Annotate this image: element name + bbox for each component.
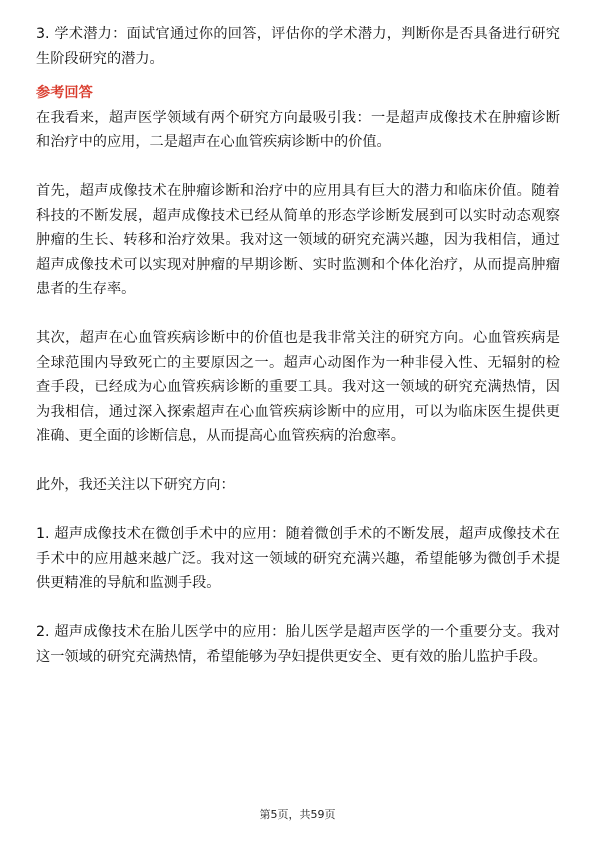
spacer bbox=[36, 302, 560, 327]
also-paragraph: 此外，我还关注以下研究方向： bbox=[36, 477, 235, 493]
second-paragraph: 其次，超声在心血管疾病诊断中的价值也是我非常关注的研究方向。心血管疾病是全球范围内导致死亡的主要原因之一。超声心动图作为一种非侵入性、无辐射的检查手段，已经成为心血管疾病诊断的重要工具。我对这一领域的研究充满热情，因为我相信，通过深入探索超声在心血管疾病诊断中的应用，可以为临床医生提供更准确、更全面的诊断信息，从而提高心血管疾病的治愈率。 bbox=[36, 330, 560, 444]
intro-paragraph: 在我看来，超声医学领域有两个研究方向最吸引我：一是超声成像技术在肿瘤诊断和治疗中的应用，二是超声在心血管疾病诊断中的价值。 bbox=[36, 109, 560, 150]
first-paragraph: 首先，超声成像技术在肿瘤诊断和治疗中的应用具有巨大的潜力和临床价值。随着科技的不断发展，超声成像技术已经从简单的形态学诊断发展到可以实时动态观察肿瘤的生长、转移和治疗效果。我对这一领域的研究充满兴趣，因为我相信，通过超声成像技术可以实现对肿瘤的早期诊断、实时监测和个体化治疗，从而提高肿瘤患者的生存率。 bbox=[36, 183, 560, 297]
list-item-minimally-invasive: 1. 超声成像技术在微创手术中的应用：随着微创手术的不断发展，超声成像技术在手术中的应用越来越广泛。我对这一领域的研究充满兴趣，希望能够为微创手术提供更精准的导航和监测手段。 bbox=[36, 526, 560, 591]
spacer bbox=[36, 498, 560, 523]
page-number-footer: 第5页，共59页 bbox=[259, 808, 336, 821]
list-item-fetal-medicine: 2. 超声成像技术在胎儿医学中的应用：胎儿医学是超声医学的一个重要分支。我对这一领域的研究充满热情，希望能够为孕妇提供更安全、更有效的胎儿监护手段。 bbox=[36, 624, 560, 665]
document-body bbox=[36, 22, 560, 669]
spacer bbox=[36, 155, 560, 180]
reference-answer-heading: 参考回答 bbox=[36, 85, 93, 101]
spacer bbox=[36, 449, 560, 474]
spacer bbox=[36, 71, 560, 81]
spacer bbox=[36, 596, 560, 621]
academic-potential-paragraph: 3. 学术潜力：面试官通过你的回答，评估你的学术潜力，判断你是否具备进行研究生阶段研究的潜力。 bbox=[36, 26, 560, 67]
